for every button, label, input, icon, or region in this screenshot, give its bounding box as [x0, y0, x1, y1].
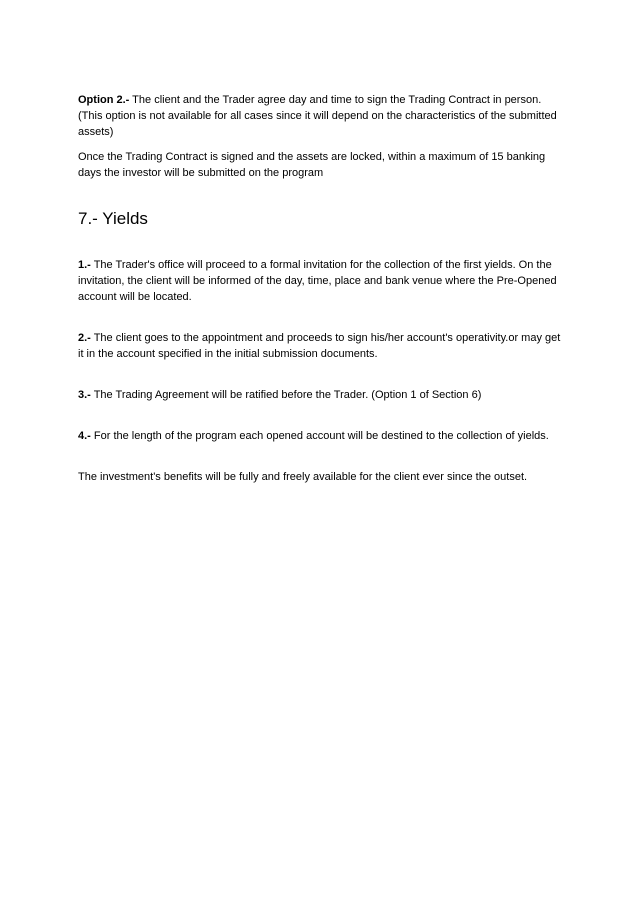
yield-item-1: [78, 257, 568, 305]
option-2-paragraph: [78, 92, 568, 140]
option-2-text: The client and the Trader agree day and time to sign the Trading Contract in person. (This option is not available for all cases since it will depend on the characteristics of the submitted assets): [78, 94, 557, 138]
section-heading-yields: 7.- Yields: [78, 209, 148, 228]
yield-item-4: [78, 428, 568, 444]
option-2-lead: Option 2.-: [78, 94, 130, 106]
closing-paragraph: The investment's benefits will be fully and freely available for the client ever since the outset.: [78, 471, 528, 483]
yield-item-2-number: 2.-: [78, 332, 91, 344]
yield-item-4-text: For the length of the program each opened account will be destined to the collection of yields.: [90, 430, 549, 442]
yield-item-1-text: The Trader's office will proceed to a formal invitation for the collection of the first yields. On the invitation, the client will be informed of the day, time, place and bank venue where the Pre-Opened account will be located.: [78, 259, 557, 303]
contract-signed-paragraph: Once the Trading Contract is signed and the assets are locked, within a maximum of 15 banking days the investor will be submitted on the program: [78, 151, 546, 179]
yield-item-2: [78, 330, 568, 362]
document-page: [78, 92, 568, 485]
yield-item-4-number: 4.-: [78, 430, 91, 442]
yield-item-3-number: 3.-: [78, 389, 91, 401]
yield-item-3: [78, 387, 568, 403]
yield-item-1-number: 1.-: [78, 259, 91, 271]
yield-item-3-text: The Trading Agreement will be ratified before the Trader. (Option 1 of Section 6): [90, 389, 482, 401]
yield-item-2-text: The client goes to the appointment and proceeds to sign his/her account's operativity.or may get it in the account specified in the initial submission documents.: [78, 332, 561, 360]
